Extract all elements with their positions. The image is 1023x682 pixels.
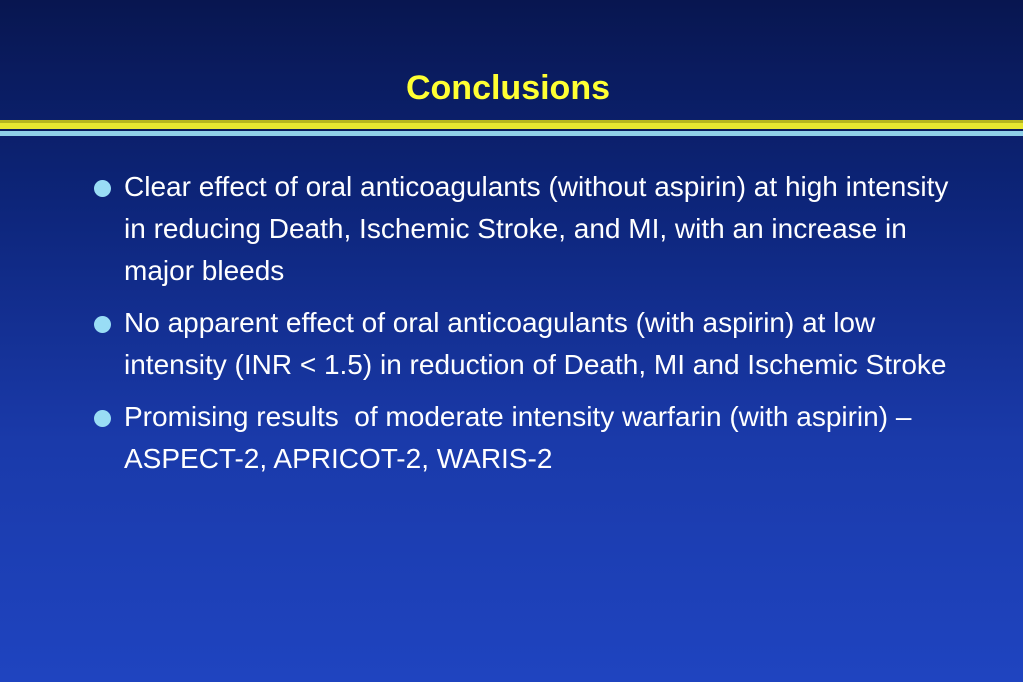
- bullet-dot-icon: [94, 410, 111, 427]
- bullet-item: [92, 166, 972, 292]
- slide-title: Conclusions: [405, 69, 611, 107]
- bullet-text: Promising results of moderate intensity warfarin (with aspirin) – ASPECT-2, APRICOT-2, WARIS-2: [124, 401, 918, 474]
- bullet-item: [92, 396, 972, 480]
- bullet-text: No apparent effect of oral anticoagulants (with aspirin) at low intensity (INR < 1.5) in reduction of Death, MI and Ischemic Stroke: [124, 307, 947, 380]
- bullet-list: [92, 166, 972, 490]
- bullet-text: Clear effect of oral anticoagulants (without aspirin) at high intensity in reducing Death, Ischemic Stroke, and MI, with an increase in major bleeds: [124, 171, 957, 286]
- bullet-dot-icon: [94, 180, 111, 197]
- bullet-item: [92, 302, 972, 386]
- bullet-dot-icon: [94, 316, 111, 333]
- title-divider-cyan: [0, 131, 1023, 136]
